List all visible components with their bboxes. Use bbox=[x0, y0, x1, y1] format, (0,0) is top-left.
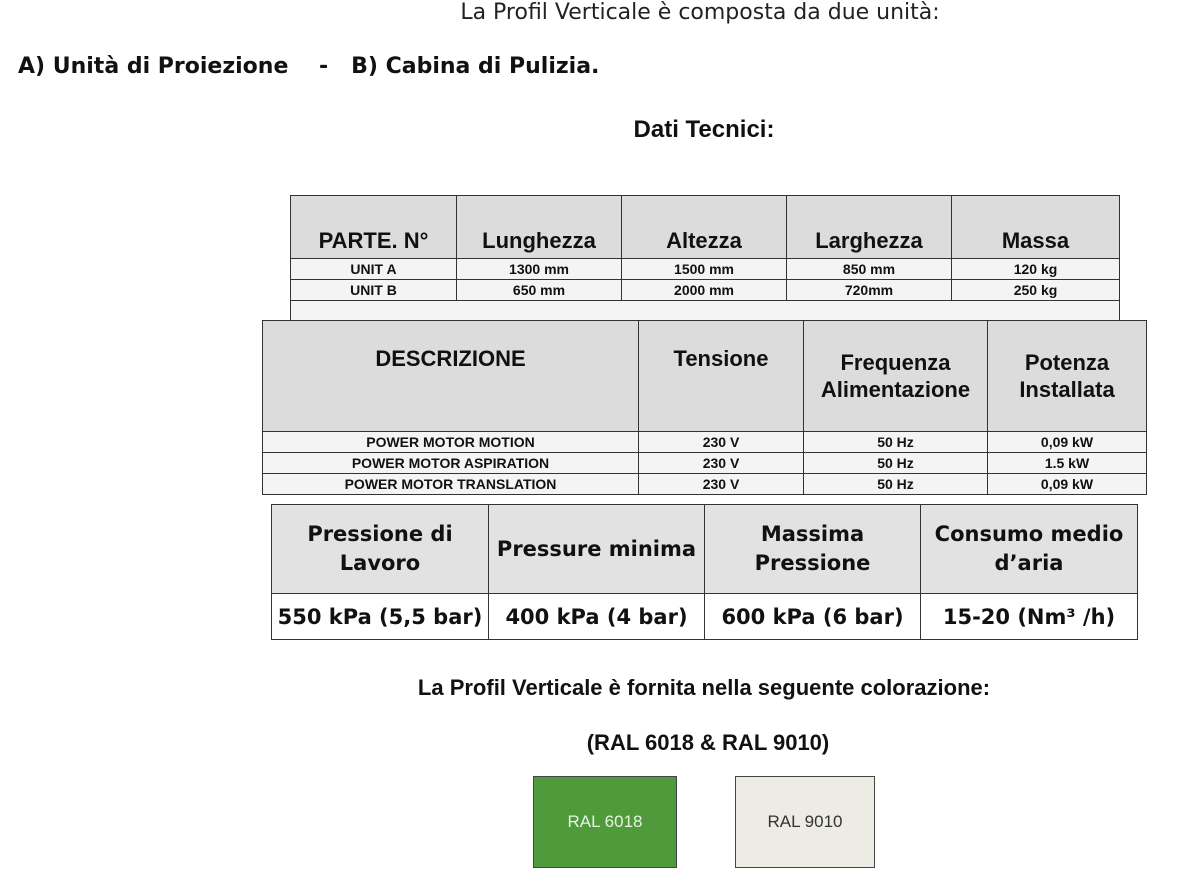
table-cell: UNIT B bbox=[291, 280, 457, 301]
table-row bbox=[272, 594, 1138, 640]
table-cell: 850 mm bbox=[787, 259, 952, 280]
table-cell: 0,09 kW bbox=[988, 474, 1147, 495]
table-cell: 50 Hz bbox=[804, 453, 988, 474]
header-cell: Tensione bbox=[639, 321, 804, 432]
table-cell: 230 V bbox=[639, 432, 804, 453]
header-cell: Pressione di Lavoro bbox=[272, 505, 489, 594]
table-row bbox=[291, 259, 1120, 280]
table-cell: POWER MOTOR TRANSLATION bbox=[263, 474, 639, 495]
blank-row bbox=[291, 301, 1120, 322]
header-cell: Pressure minima bbox=[489, 505, 705, 594]
header-cell: Frequenza Alimentazione bbox=[804, 321, 988, 432]
power-header-row bbox=[263, 321, 1147, 432]
table-cell: 1.5 kW bbox=[988, 453, 1147, 474]
air-header-row bbox=[272, 505, 1138, 594]
header-cell: Potenza Installata bbox=[988, 321, 1147, 432]
header-cell: Lunghezza bbox=[457, 196, 622, 259]
table-cell: 650 mm bbox=[457, 280, 622, 301]
table-cell: 600 kPa (6 bar) bbox=[705, 594, 921, 640]
dimensions-table bbox=[290, 195, 1120, 322]
table-row bbox=[291, 280, 1120, 301]
table-cell: 550 kPa (5,5 bar) bbox=[272, 594, 489, 640]
table-cell: POWER MOTOR ASPIRATION bbox=[263, 453, 639, 474]
table-cell: 120 kg bbox=[952, 259, 1120, 280]
power-table bbox=[262, 320, 1147, 495]
table-cell: 400 kPa (4 bar) bbox=[489, 594, 705, 640]
air-pressure-table bbox=[271, 504, 1138, 640]
header-cell: Massa bbox=[952, 196, 1120, 259]
swatch-label: RAL 9010 bbox=[767, 812, 843, 831]
header-cell: DESCRIZIONE bbox=[263, 321, 639, 432]
table-cell: POWER MOTOR MOTION bbox=[263, 432, 639, 453]
header-cell: Altezza bbox=[622, 196, 787, 259]
header-cell: Consumo medio d’aria bbox=[921, 505, 1138, 594]
table-cell: 1300 mm bbox=[457, 259, 622, 280]
table-cell: 50 Hz bbox=[804, 432, 988, 453]
table-cell: 1500 mm bbox=[622, 259, 787, 280]
table-cell: 720mm bbox=[787, 280, 952, 301]
table-cell: 2000 mm bbox=[622, 280, 787, 301]
swatch-label: RAL 6018 bbox=[567, 812, 643, 831]
header-cell: Larghezza bbox=[787, 196, 952, 259]
table-cell: 230 V bbox=[639, 474, 804, 495]
table-row bbox=[263, 474, 1147, 495]
table-cell: UNIT A bbox=[291, 259, 457, 280]
blank-cell bbox=[291, 301, 1120, 322]
table-cell: 250 kg bbox=[952, 280, 1120, 301]
dati-tecnici-title: Dati Tecnici: bbox=[633, 116, 775, 143]
table-cell: 230 V bbox=[639, 453, 804, 474]
ral-6018-swatch bbox=[533, 776, 677, 868]
header-cell: Massima Pressione bbox=[705, 505, 921, 594]
table-cell: 0,09 kW bbox=[988, 432, 1147, 453]
table-row bbox=[263, 453, 1147, 474]
units-line: A) Unità di Proiezione - B) Cabina di Pulizia. bbox=[18, 54, 600, 79]
table-cell: 50 Hz bbox=[804, 474, 988, 495]
color-title: La Profil Verticale è fornita nella seguente colorazione: bbox=[417, 675, 991, 700]
dimensions-header-row bbox=[291, 196, 1120, 259]
header-cell: PARTE. N° bbox=[291, 196, 457, 259]
table-cell: 15-20 (Nm³ /h) bbox=[921, 594, 1138, 640]
ral-line: (RAL 6018 & RAL 9010) bbox=[586, 730, 830, 755]
intro-text: La Profil Verticale è composta da due unità: bbox=[460, 0, 940, 25]
ral-9010-swatch bbox=[735, 776, 875, 868]
table-row bbox=[263, 432, 1147, 453]
